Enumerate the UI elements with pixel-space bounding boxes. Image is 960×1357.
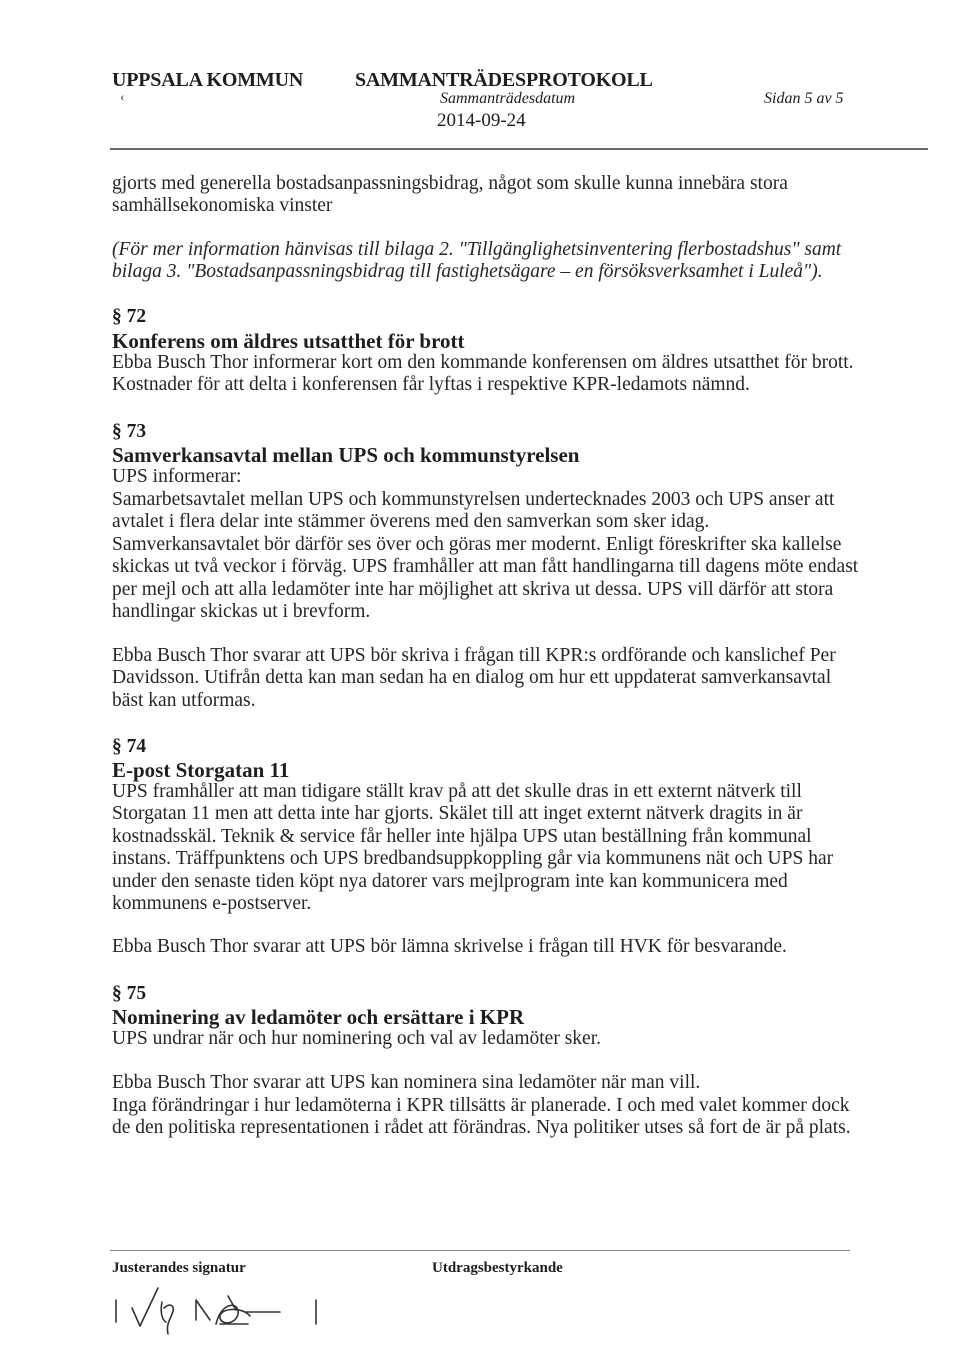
section-title: Nominering av ledamöter och ersättare i KPR (112, 1005, 525, 1029)
section-paragraph: UPS undrar när och hur nominering och val av ledamöter sker. (112, 1028, 601, 1049)
intro-paragraph: gjorts med generella bostadsanpassningsbidrag, något som skulle kunna innebära stora samhällsekonomiska vinster (112, 173, 788, 217)
header-rule (110, 148, 928, 150)
section-paragraph: UPS informerar: (112, 466, 242, 487)
section-title: Samverkansavtal mellan UPS och kommunstyrelsen (112, 443, 580, 467)
section-number: § 73 (112, 421, 147, 442)
section-title: E-post Storgatan 11 (112, 758, 290, 782)
date-label: Sammanträdesdatum (440, 90, 576, 107)
meeting-date: 2014-09-24 (437, 110, 526, 131)
section-number: § 74 (112, 736, 147, 757)
section-paragraph: Ebba Busch Thor svarar att UPS kan nominera sina ledamöter när man vill. (112, 1072, 701, 1093)
footer-rule (110, 1250, 850, 1251)
section-paragraph: Ebba Busch Thor svarar att UPS bör lämna skrivelse i frågan till HVK för besvarande. (112, 936, 787, 957)
document-type: SAMMANTRÄDESPROTOKOLL (355, 69, 653, 91)
signature-initials (108, 1280, 328, 1342)
section-number: § 75 (112, 983, 147, 1004)
section-paragraph: Ebba Busch Thor svarar att UPS bör skriva i frågan till KPR:s ordförande och kanslichef Per Davidsson. Utifrån detta kan man sedan ha en dialog om hur ett uppdaterat samverkansavtal bäst kan utformas. (112, 645, 836, 711)
page-number: Sidan 5 av 5 (764, 90, 844, 107)
certificate-label: Utdragsbestyrkande (432, 1260, 563, 1276)
section-paragraph: Samarbetsavtalet mellan UPS och kommunstyrelsen undertecknades 2003 och UPS anser att avtalet i flera delar inte stämmer överens med den samverkan som sker idag. Samverkansavtalet bör därför ses över och göras mer modernt. Enligt föreskrifter ska kallelse skickas ut två veckor i förväg. UPS framhåller att man fått handlingarna till dagens möte endast per mejl och att alla ledamöter inte har möjlighet att skriva ut dessa. UPS vill därför att stora handlingar skickas ut i brevform. (112, 489, 859, 623)
org-name: UPPSALA KOMMUN (112, 69, 304, 91)
intro-reference: (För mer information hänvisas till bilaga 2. "Tillgänglighetsinventering flerbostadshus" samt bilaga 3. "Bostadsanpassningsbidrag till fastighetsägare – en försöksverksamhet i Luleå"). (112, 239, 842, 283)
section-title: Konferens om äldres utsatthet för brott (112, 329, 465, 353)
stray-mark: ‹ (120, 90, 125, 105)
section-paragraph: UPS framhåller att man tidigare ställt krav på att det skulle dras in ett externt nätverk till Storgatan 11 men att detta inte har gjorts. Skälet till att inget externt nätverk dragits in är kostnadsskäl. Teknik & service får heller inte hjälpa UPS utan beställning från kommunal instans. Träffpunktens och UPS bredbandsuppkoppling går via kommunens nät och UPS har under den senaste tiden köpt nya datorer vars mejlprogram inte kan kommunicera med kommunens e-postserver. (112, 781, 834, 915)
section-paragraph: Ebba Busch Thor informerar kort om den kommande konferensen om äldres utsatthet för brott. Kostnader för att delta i konferensen får lyftas i respektive KPR-ledamots nämnd. (112, 352, 854, 396)
section-number: § 72 (112, 306, 147, 327)
signature-label: Justerandes signatur (112, 1260, 246, 1276)
section-paragraph: Inga förändringar i hur ledamöterna i KPR tillsätts är planerade. I och med valet kommer dock de den politiska representationen i rådet att förändras. Nya politiker utses så fort de är på plats. (112, 1095, 851, 1139)
